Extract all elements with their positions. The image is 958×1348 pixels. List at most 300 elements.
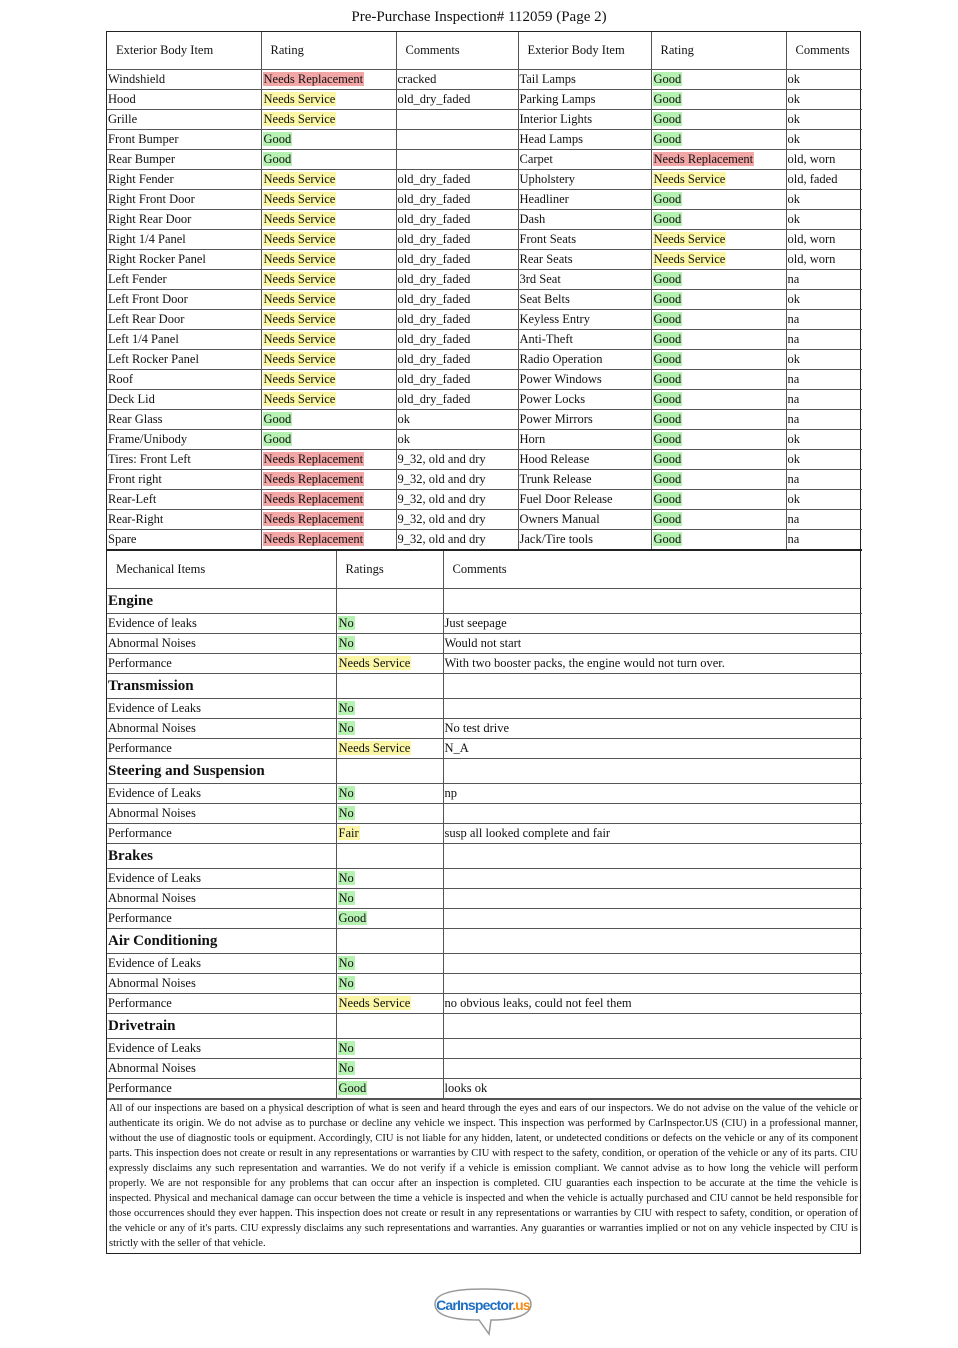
rating-badge: No — [338, 786, 354, 800]
table-row — [107, 70, 862, 90]
item-comment — [396, 130, 518, 150]
item-rating — [651, 150, 786, 170]
table-row — [107, 430, 862, 450]
item-rating — [651, 510, 786, 530]
table-row — [107, 470, 862, 490]
item-comment: susp all looked complete and fair — [443, 824, 862, 844]
rating-badge: Needs Service — [338, 656, 411, 670]
item-name: Performance — [107, 654, 336, 674]
rating-badge: Good — [653, 432, 682, 446]
section-row — [107, 759, 862, 784]
empty-cell — [336, 759, 443, 784]
item-comment: old, worn — [786, 150, 862, 170]
item-comment: Would not start — [443, 634, 862, 654]
item-comment: looks ok — [443, 1079, 862, 1099]
item-rating — [336, 654, 443, 674]
table-row — [107, 804, 862, 824]
item-comment: old_dry_faded — [396, 250, 518, 270]
item-name: Performance — [107, 1079, 336, 1099]
item-name: Performance — [107, 994, 336, 1014]
rating-badge: Good — [263, 132, 292, 146]
item-name: Upholstery — [518, 170, 651, 190]
rating-badge: Good — [263, 432, 292, 446]
rating-badge: Needs Service — [653, 172, 726, 186]
item-comment: ok — [786, 210, 862, 230]
rating-badge: Good — [653, 512, 682, 526]
section-row — [107, 1014, 862, 1039]
item-rating — [261, 350, 396, 370]
item-comment: na — [786, 330, 862, 350]
inspection-report — [106, 31, 861, 1254]
item-name: 3rd Seat — [518, 270, 651, 290]
item-rating — [336, 824, 443, 844]
section-title: Steering and Suspension — [107, 759, 336, 784]
item-rating — [336, 994, 443, 1014]
item-rating — [261, 270, 396, 290]
item-comment: na — [786, 410, 862, 430]
item-comment — [443, 804, 862, 824]
exterior-header-row — [107, 32, 862, 70]
mechanical-header-row — [107, 551, 862, 589]
item-name: Evidence of Leaks — [107, 699, 336, 719]
table-row — [107, 1059, 862, 1079]
item-rating — [336, 909, 443, 929]
rating-badge: No — [338, 701, 354, 715]
item-name: Right 1/4 Panel — [107, 230, 261, 250]
item-comment: na — [786, 370, 862, 390]
item-comment: old, worn — [786, 250, 862, 270]
item-name: Seat Belts — [518, 290, 651, 310]
item-rating — [261, 210, 396, 230]
item-comment: na — [786, 470, 862, 490]
col-header: Mechanical Items — [107, 551, 336, 589]
item-comment — [443, 974, 862, 994]
item-name: Owners Manual — [518, 510, 651, 530]
rating-badge: No — [338, 806, 354, 820]
logo-text-us: .us — [512, 1297, 530, 1313]
item-comment: old_dry_faded — [396, 370, 518, 390]
item-rating — [651, 430, 786, 450]
item-comment: 9_32, old and dry — [396, 510, 518, 530]
item-comment: ok — [396, 410, 518, 430]
item-rating — [336, 614, 443, 634]
item-rating — [651, 90, 786, 110]
mechanical-table — [107, 551, 862, 1099]
item-rating — [651, 290, 786, 310]
item-name: Abnormal Noises — [107, 1059, 336, 1079]
item-comment: Just seepage — [443, 614, 862, 634]
item-rating — [651, 470, 786, 490]
table-row — [107, 699, 862, 719]
rating-badge: No — [338, 956, 354, 970]
rating-badge: Good — [653, 92, 682, 106]
item-name: Dash — [518, 210, 651, 230]
rating-badge: Needs Replacement — [263, 512, 364, 526]
rating-badge: Needs Replacement — [263, 472, 364, 486]
item-name: Evidence of Leaks — [107, 869, 336, 889]
item-name: Right Rocker Panel — [107, 250, 261, 270]
rating-badge: Good — [653, 532, 682, 546]
table-row — [107, 210, 862, 230]
item-name: Hood — [107, 90, 261, 110]
item-name: Anti-Theft — [518, 330, 651, 350]
empty-cell — [336, 1014, 443, 1039]
table-row — [107, 824, 862, 844]
item-rating — [651, 70, 786, 90]
table-row — [107, 150, 862, 170]
rating-badge: Needs Service — [653, 232, 726, 246]
item-rating — [261, 290, 396, 310]
item-comment: N_A — [443, 739, 862, 759]
rating-badge: Good — [653, 352, 682, 366]
rating-badge: Needs Service — [263, 312, 336, 326]
empty-cell — [336, 589, 443, 614]
item-comment: old, faded — [786, 170, 862, 190]
item-comment: old_dry_faded — [396, 310, 518, 330]
item-name: Horn — [518, 430, 651, 450]
item-name: Grille — [107, 110, 261, 130]
item-name: Right Fender — [107, 170, 261, 190]
col-header: Rating — [651, 32, 786, 70]
item-comment — [443, 889, 862, 909]
table-row — [107, 719, 862, 739]
rating-badge: No — [338, 1041, 354, 1055]
empty-cell — [443, 674, 862, 699]
item-name: Tires: Front Left — [107, 450, 261, 470]
table-row — [107, 190, 862, 210]
item-comment: na — [786, 530, 862, 551]
rating-badge: Good — [653, 472, 682, 486]
item-rating — [651, 190, 786, 210]
item-rating — [261, 510, 396, 530]
rating-badge: Good — [263, 152, 292, 166]
disclaimer: All of our inspections are based on a physical description of what is seen and heard through the eyes and ears of our inspectors. We do not advise on the value of the vehicle or authenticate its origin. We do not advise as to purchase or decline any vehicle we inspect. This inspection was performed by CarInspector.US (CIU) in a professional manner, without the use of diagnostic tools or equipment. Accordingly, CIU is not liable for any hidden, latent, or undetected conditions or defects on the vehicle or any of its component parts. This inspection does not create or result in any representations or warranties by CIU with respect to the safety, condition, or operation of the vehicle or any of its parts. CIU expressly disclaims any such representation and warranties. We do not verify if a vehicle is emission compliant. We cannot advise as to how long the vehicle will perform properly. We are not responsible for any problems that can occur after an inspection is completed. CIU guaranties each inspection to be accurate at the time the vehicle is inspected. Physical and mechanical damage can occur between the time a vehicle is inspected and when the vehicle is actually purchased and CIU cannot be held responsible for those occurrences should they ever happen. This inspection does not create or result in any representations or warranties by CIU with respect to safety, condition, or operation of the vehicle or any of it's parts. CIU expressly disclaims any such representations and warranties. Any guaranties or warranties implied or not on any vehicle inspected by CIU is strictly with the seller of that vehicle. — [107, 1099, 860, 1253]
item-name: Power Locks — [518, 390, 651, 410]
section-title: Drivetrain — [107, 1014, 336, 1039]
item-name: Right Rear Door — [107, 210, 261, 230]
rating-badge: Good — [653, 392, 682, 406]
item-comment: ok — [786, 490, 862, 510]
item-rating — [336, 719, 443, 739]
item-rating — [336, 784, 443, 804]
item-comment: ok — [786, 70, 862, 90]
item-comment: na — [786, 270, 862, 290]
item-comment: ok — [786, 110, 862, 130]
table-row — [107, 869, 862, 889]
rating-badge: Needs Service — [263, 292, 336, 306]
item-name: Evidence of leaks — [107, 614, 336, 634]
item-comment: old_dry_faded — [396, 270, 518, 290]
item-rating — [651, 370, 786, 390]
rating-badge: Good — [653, 192, 682, 206]
table-row — [107, 739, 862, 759]
item-name: Rear Seats — [518, 250, 651, 270]
item-name: Front Seats — [518, 230, 651, 250]
col-header: Comments — [786, 32, 862, 70]
item-comment — [443, 1059, 862, 1079]
empty-cell — [443, 929, 862, 954]
item-name: Evidence of Leaks — [107, 1039, 336, 1059]
item-name: Performance — [107, 739, 336, 759]
empty-cell — [443, 759, 862, 784]
page-title: Pre-Purchase Inspection# 112059 (Page 2) — [351, 9, 607, 25]
rating-badge: Good — [653, 292, 682, 306]
item-comment: na — [786, 390, 862, 410]
item-comment: ok — [786, 290, 862, 310]
item-name: Right Front Door — [107, 190, 261, 210]
rating-badge: Good — [263, 412, 292, 426]
section-row — [107, 589, 862, 614]
item-name: Roof — [107, 370, 261, 390]
rating-badge: Needs Service — [338, 996, 411, 1010]
item-rating — [651, 110, 786, 130]
item-rating — [261, 90, 396, 110]
item-name: Left Rocker Panel — [107, 350, 261, 370]
item-comment: ok — [786, 190, 862, 210]
item-name: Abnormal Noises — [107, 974, 336, 994]
item-rating — [261, 330, 396, 350]
item-rating — [261, 450, 396, 470]
rating-badge: Needs Replacement — [263, 532, 364, 546]
item-name: Frame/Unibody — [107, 430, 261, 450]
item-rating — [651, 350, 786, 370]
table-row — [107, 654, 862, 674]
item-comment: ok — [786, 90, 862, 110]
empty-cell — [443, 1014, 862, 1039]
item-comment: no obvious leaks, could not feel them — [443, 994, 862, 1014]
item-comment — [443, 909, 862, 929]
item-rating — [651, 210, 786, 230]
item-rating — [336, 869, 443, 889]
item-rating — [261, 110, 396, 130]
section-title: Transmission — [107, 674, 336, 699]
item-name: Left Front Door — [107, 290, 261, 310]
item-comment: old_dry_faded — [396, 190, 518, 210]
empty-cell — [443, 844, 862, 869]
item-comment: old_dry_faded — [396, 90, 518, 110]
item-rating — [261, 70, 396, 90]
item-rating — [336, 1059, 443, 1079]
item-rating — [336, 974, 443, 994]
item-name: Power Windows — [518, 370, 651, 390]
item-name: Windshield — [107, 70, 261, 90]
rating-badge: Good — [653, 412, 682, 426]
item-rating — [261, 230, 396, 250]
rating-badge: Needs Service — [263, 232, 336, 246]
item-name: Performance — [107, 824, 336, 844]
table-row — [107, 510, 862, 530]
rating-badge: Fair — [338, 826, 359, 840]
table-row — [107, 110, 862, 130]
rating-badge: Needs Service — [263, 372, 336, 386]
table-row — [107, 130, 862, 150]
table-row — [107, 974, 862, 994]
item-rating — [336, 1079, 443, 1099]
table-row — [107, 170, 862, 190]
table-row — [107, 250, 862, 270]
item-comment — [396, 150, 518, 170]
item-name: Performance — [107, 909, 336, 929]
rating-badge: No — [338, 616, 354, 630]
item-rating — [651, 250, 786, 270]
rating-badge: Needs Service — [263, 212, 336, 226]
item-comment — [443, 1039, 862, 1059]
col-header: Exterior Body Item — [518, 32, 651, 70]
item-name: Trunk Release — [518, 470, 651, 490]
item-name: Radio Operation — [518, 350, 651, 370]
table-row — [107, 450, 862, 470]
item-rating — [651, 330, 786, 350]
item-name: Abnormal Noises — [107, 889, 336, 909]
rating-badge: Good — [338, 1081, 367, 1095]
item-comment: 9_32, old and dry — [396, 490, 518, 510]
rating-badge: Needs Replacement — [263, 492, 364, 506]
item-rating — [651, 530, 786, 551]
svg-text:CarInspector.us — [436, 1297, 531, 1313]
rating-badge: Good — [338, 911, 367, 925]
table-row — [107, 370, 862, 390]
item-comment: No test drive — [443, 719, 862, 739]
item-name: Left 1/4 Panel — [107, 330, 261, 350]
item-rating — [651, 130, 786, 150]
section-title: Air Conditioning — [107, 929, 336, 954]
rating-badge: Needs Service — [263, 352, 336, 366]
rating-badge: Good — [653, 112, 682, 126]
rating-badge: Needs Service — [263, 272, 336, 286]
item-rating — [261, 390, 396, 410]
item-rating — [261, 250, 396, 270]
table-row — [107, 230, 862, 250]
table-row — [107, 490, 862, 510]
item-comment: na — [786, 310, 862, 330]
rating-badge: Good — [653, 132, 682, 146]
item-rating — [336, 804, 443, 824]
col-header: Rating — [261, 32, 396, 70]
item-comment: old, worn — [786, 230, 862, 250]
rating-badge: No — [338, 721, 354, 735]
table-row — [107, 634, 862, 654]
item-rating — [261, 530, 396, 551]
table-row — [107, 330, 862, 350]
item-comment: ok — [786, 350, 862, 370]
item-rating — [651, 230, 786, 250]
item-comment — [396, 110, 518, 130]
item-name: Carpet — [518, 150, 651, 170]
rating-badge: Needs Replacement — [263, 72, 364, 86]
section-row — [107, 674, 862, 699]
section-row — [107, 929, 862, 954]
item-comment: old_dry_faded — [396, 330, 518, 350]
rating-badge: Good — [653, 452, 682, 466]
section-title: Brakes — [107, 844, 336, 869]
item-comment: 9_32, old and dry — [396, 450, 518, 470]
item-comment: old_dry_faded — [396, 170, 518, 190]
item-name: Rear-Left — [107, 490, 261, 510]
table-row — [107, 784, 862, 804]
section-title: Engine — [107, 589, 336, 614]
rating-badge: Needs Service — [263, 192, 336, 206]
item-name: Left Rear Door — [107, 310, 261, 330]
item-rating — [261, 190, 396, 210]
item-rating — [261, 430, 396, 450]
logo-text-car: CarInspector — [436, 1297, 513, 1313]
table-row — [107, 909, 862, 929]
item-rating — [261, 490, 396, 510]
item-comment — [443, 699, 862, 719]
item-comment: ok — [396, 430, 518, 450]
item-name: Headliner — [518, 190, 651, 210]
item-rating — [336, 1039, 443, 1059]
item-comment: old_dry_faded — [396, 230, 518, 250]
empty-cell — [336, 844, 443, 869]
item-comment: ok — [786, 130, 862, 150]
rating-badge: Good — [653, 272, 682, 286]
rating-badge: Needs Service — [653, 252, 726, 266]
rating-badge: Good — [653, 72, 682, 86]
rating-badge: Needs Replacement — [653, 152, 754, 166]
rating-badge: Needs Service — [263, 112, 336, 126]
table-row — [107, 614, 862, 634]
item-name: Power Mirrors — [518, 410, 651, 430]
item-rating — [261, 370, 396, 390]
item-comment: ok — [786, 450, 862, 470]
carinspector-logo — [431, 1286, 535, 1338]
item-name: Spare — [107, 530, 261, 551]
rating-badge: Needs Replacement — [263, 452, 364, 466]
rating-badge: Good — [653, 332, 682, 346]
table-row — [107, 889, 862, 909]
item-rating — [261, 410, 396, 430]
col-header: Exterior Body Item — [107, 32, 261, 70]
item-name: Deck Lid — [107, 390, 261, 410]
item-rating — [336, 699, 443, 719]
item-rating — [261, 170, 396, 190]
item-rating — [336, 739, 443, 759]
item-name: Evidence of Leaks — [107, 954, 336, 974]
table-row — [107, 954, 862, 974]
item-comment: old_dry_faded — [396, 390, 518, 410]
table-row — [107, 270, 862, 290]
table-row — [107, 290, 862, 310]
rating-badge: Needs Service — [263, 392, 336, 406]
item-name: Rear-Right — [107, 510, 261, 530]
item-name: Abnormal Noises — [107, 719, 336, 739]
rating-badge: Good — [653, 312, 682, 326]
rating-badge: Needs Service — [263, 252, 336, 266]
item-rating — [651, 390, 786, 410]
item-comment: old_dry_faded — [396, 350, 518, 370]
item-rating — [651, 310, 786, 330]
item-name: Tail Lamps — [518, 70, 651, 90]
col-header: Comments — [396, 32, 518, 70]
item-rating — [336, 954, 443, 974]
item-rating — [336, 634, 443, 654]
rating-badge: Good — [653, 212, 682, 226]
empty-cell — [443, 589, 862, 614]
item-name: Hood Release — [518, 450, 651, 470]
rating-badge: Good — [653, 372, 682, 386]
item-rating — [651, 410, 786, 430]
table-row — [107, 310, 862, 330]
rating-badge: Needs Service — [263, 172, 336, 186]
col-header: Ratings — [336, 551, 443, 589]
item-comment — [443, 869, 862, 889]
item-rating — [651, 270, 786, 290]
rating-badge: No — [338, 891, 354, 905]
rating-badge: Good — [653, 492, 682, 506]
item-name: Front Bumper — [107, 130, 261, 150]
rating-badge: No — [338, 976, 354, 990]
